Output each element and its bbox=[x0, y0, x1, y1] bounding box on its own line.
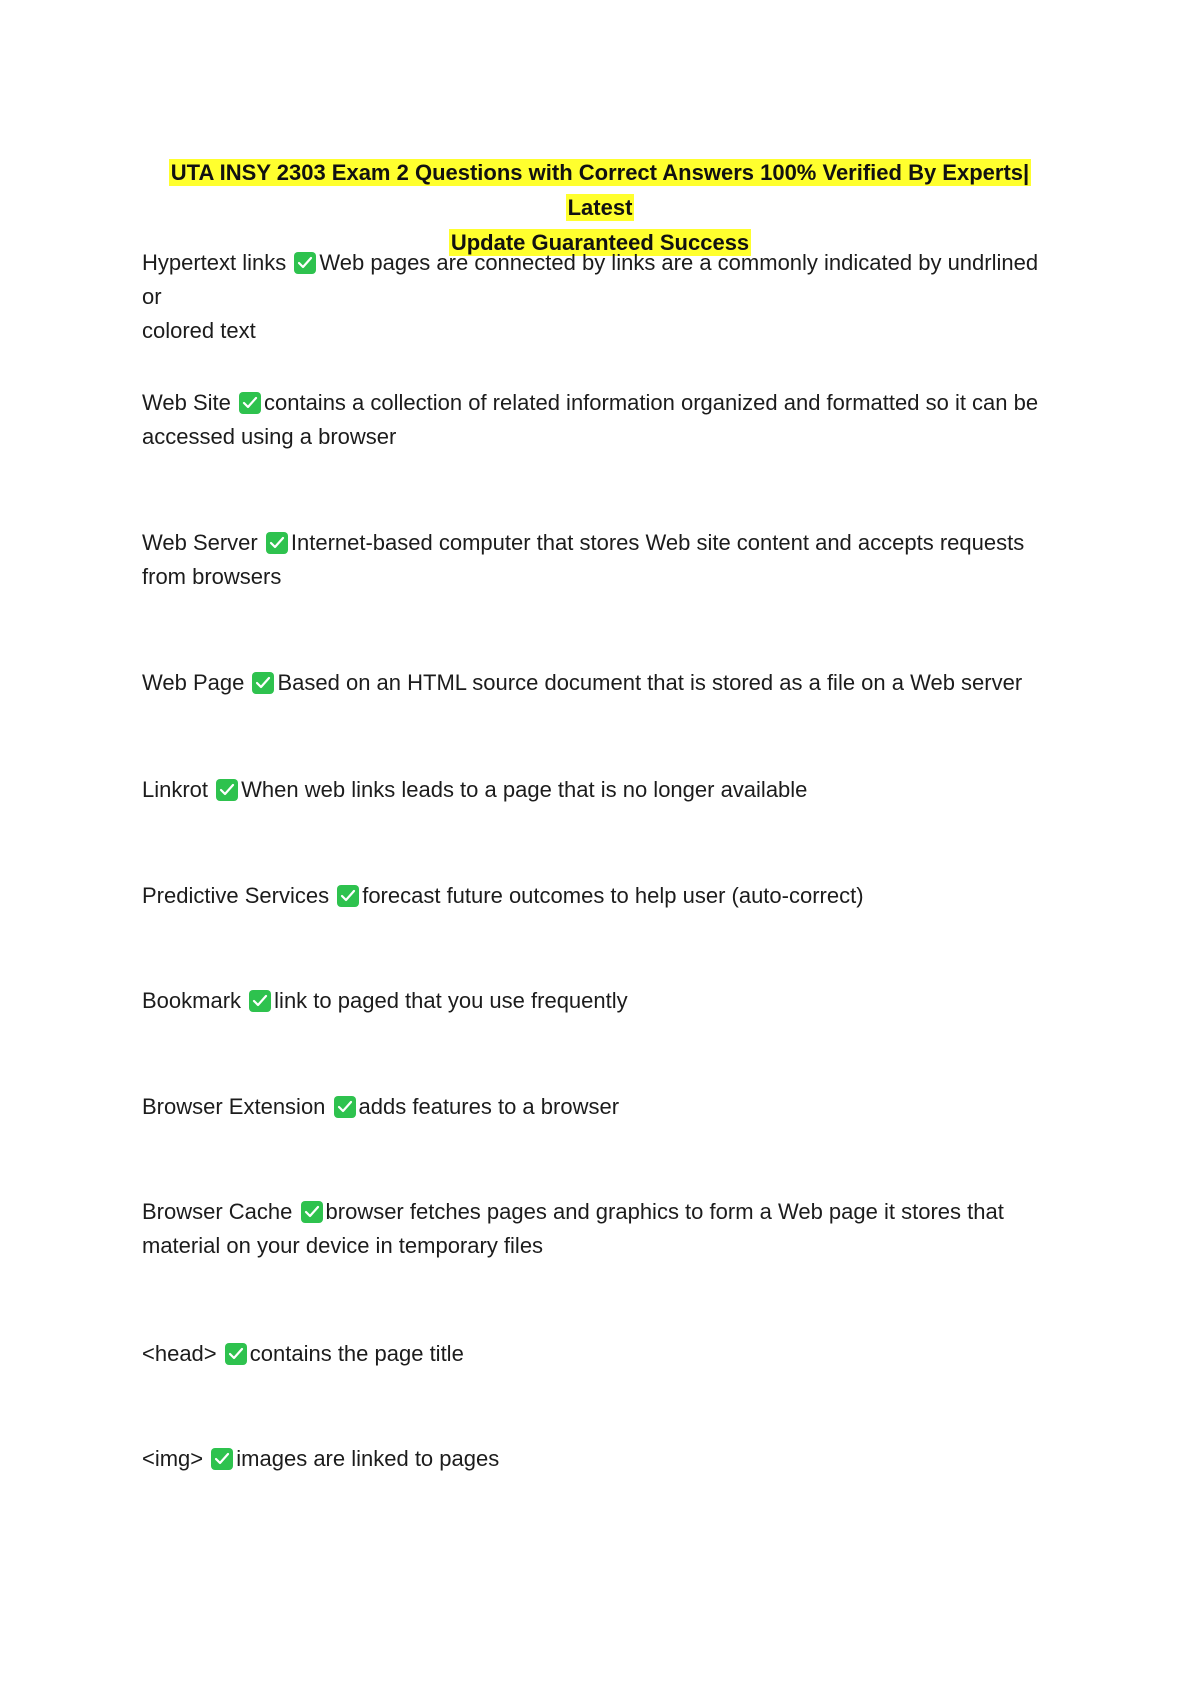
check-mark-icon bbox=[266, 532, 288, 554]
entry-definition: browser fetches pages and graphics to form a Web page it stores that bbox=[325, 1199, 1004, 1224]
entry-definition-continued: material on your device in temporary files bbox=[142, 1233, 544, 1258]
check-mark-icon bbox=[252, 672, 274, 694]
entry-definition: Based on an HTML source document that is stored as a file on a Web server bbox=[277, 670, 1023, 695]
entry-term: Bookmark bbox=[142, 988, 242, 1013]
check-mark-icon bbox=[249, 990, 271, 1012]
entry-term: Web Site bbox=[142, 390, 231, 415]
entry-definition-continued: from browsers bbox=[142, 564, 282, 589]
check-mark-icon bbox=[239, 392, 261, 414]
qa-entry bbox=[142, 984, 1062, 1018]
qa-entry bbox=[142, 666, 1062, 700]
entry-term: <head> bbox=[142, 1341, 217, 1366]
entry-term: Predictive Services bbox=[142, 883, 330, 908]
entry-term: Hypertext links bbox=[142, 250, 287, 275]
qa-entry bbox=[142, 773, 1062, 807]
check-mark-icon bbox=[334, 1096, 356, 1118]
document-title bbox=[160, 155, 1040, 260]
qa-entry bbox=[142, 1442, 1062, 1476]
entry-definition: Internet-based computer that stores Web site content and accepts requests bbox=[290, 530, 1025, 555]
qa-entry bbox=[142, 246, 1062, 348]
qa-entry bbox=[142, 1337, 1062, 1371]
title-line-1: UTA INSY 2303 Exam 2 Questions with Correct Answers 100% Verified By Experts| Latest bbox=[170, 160, 1030, 220]
qa-entry bbox=[142, 386, 1062, 454]
entry-term: Linkrot bbox=[142, 777, 209, 802]
entry-definition-continued: accessed using a browser bbox=[142, 424, 397, 449]
qa-entry bbox=[142, 879, 1062, 913]
qa-entry bbox=[142, 1090, 1062, 1124]
check-mark-icon bbox=[216, 779, 238, 801]
entry-definition: contains a collection of related information organized and formatted so it can be bbox=[263, 390, 1039, 415]
check-mark-icon bbox=[337, 885, 359, 907]
entry-term: Browser Cache bbox=[142, 1199, 293, 1224]
entry-definition: forecast future outcomes to help user (auto-correct) bbox=[362, 883, 864, 908]
qa-entry bbox=[142, 1195, 1062, 1263]
check-mark-icon bbox=[225, 1343, 247, 1365]
entry-definition: link to paged that you use frequently bbox=[274, 988, 628, 1013]
entry-definition: When web links leads to a page that is no longer available bbox=[241, 777, 808, 802]
entry-definition: Web pages are connected by links are a commonly indicated by undrlined or bbox=[142, 250, 1039, 309]
qa-entry bbox=[142, 526, 1062, 594]
entry-term: Browser Extension bbox=[142, 1094, 326, 1119]
check-mark-icon bbox=[211, 1448, 233, 1470]
title-line-2: Update Guaranteed Success bbox=[450, 230, 750, 255]
entry-term: Web Server bbox=[142, 530, 258, 555]
entry-term: Web Page bbox=[142, 670, 245, 695]
check-mark-icon bbox=[301, 1201, 323, 1223]
entry-definition-continued: colored text bbox=[142, 318, 256, 343]
entry-definition: adds features to a browser bbox=[358, 1094, 620, 1119]
check-mark-icon bbox=[294, 252, 316, 274]
entry-term: <img> bbox=[142, 1446, 204, 1471]
entry-definition: contains the page title bbox=[249, 1341, 464, 1366]
entry-definition: images are linked to pages bbox=[236, 1446, 500, 1471]
